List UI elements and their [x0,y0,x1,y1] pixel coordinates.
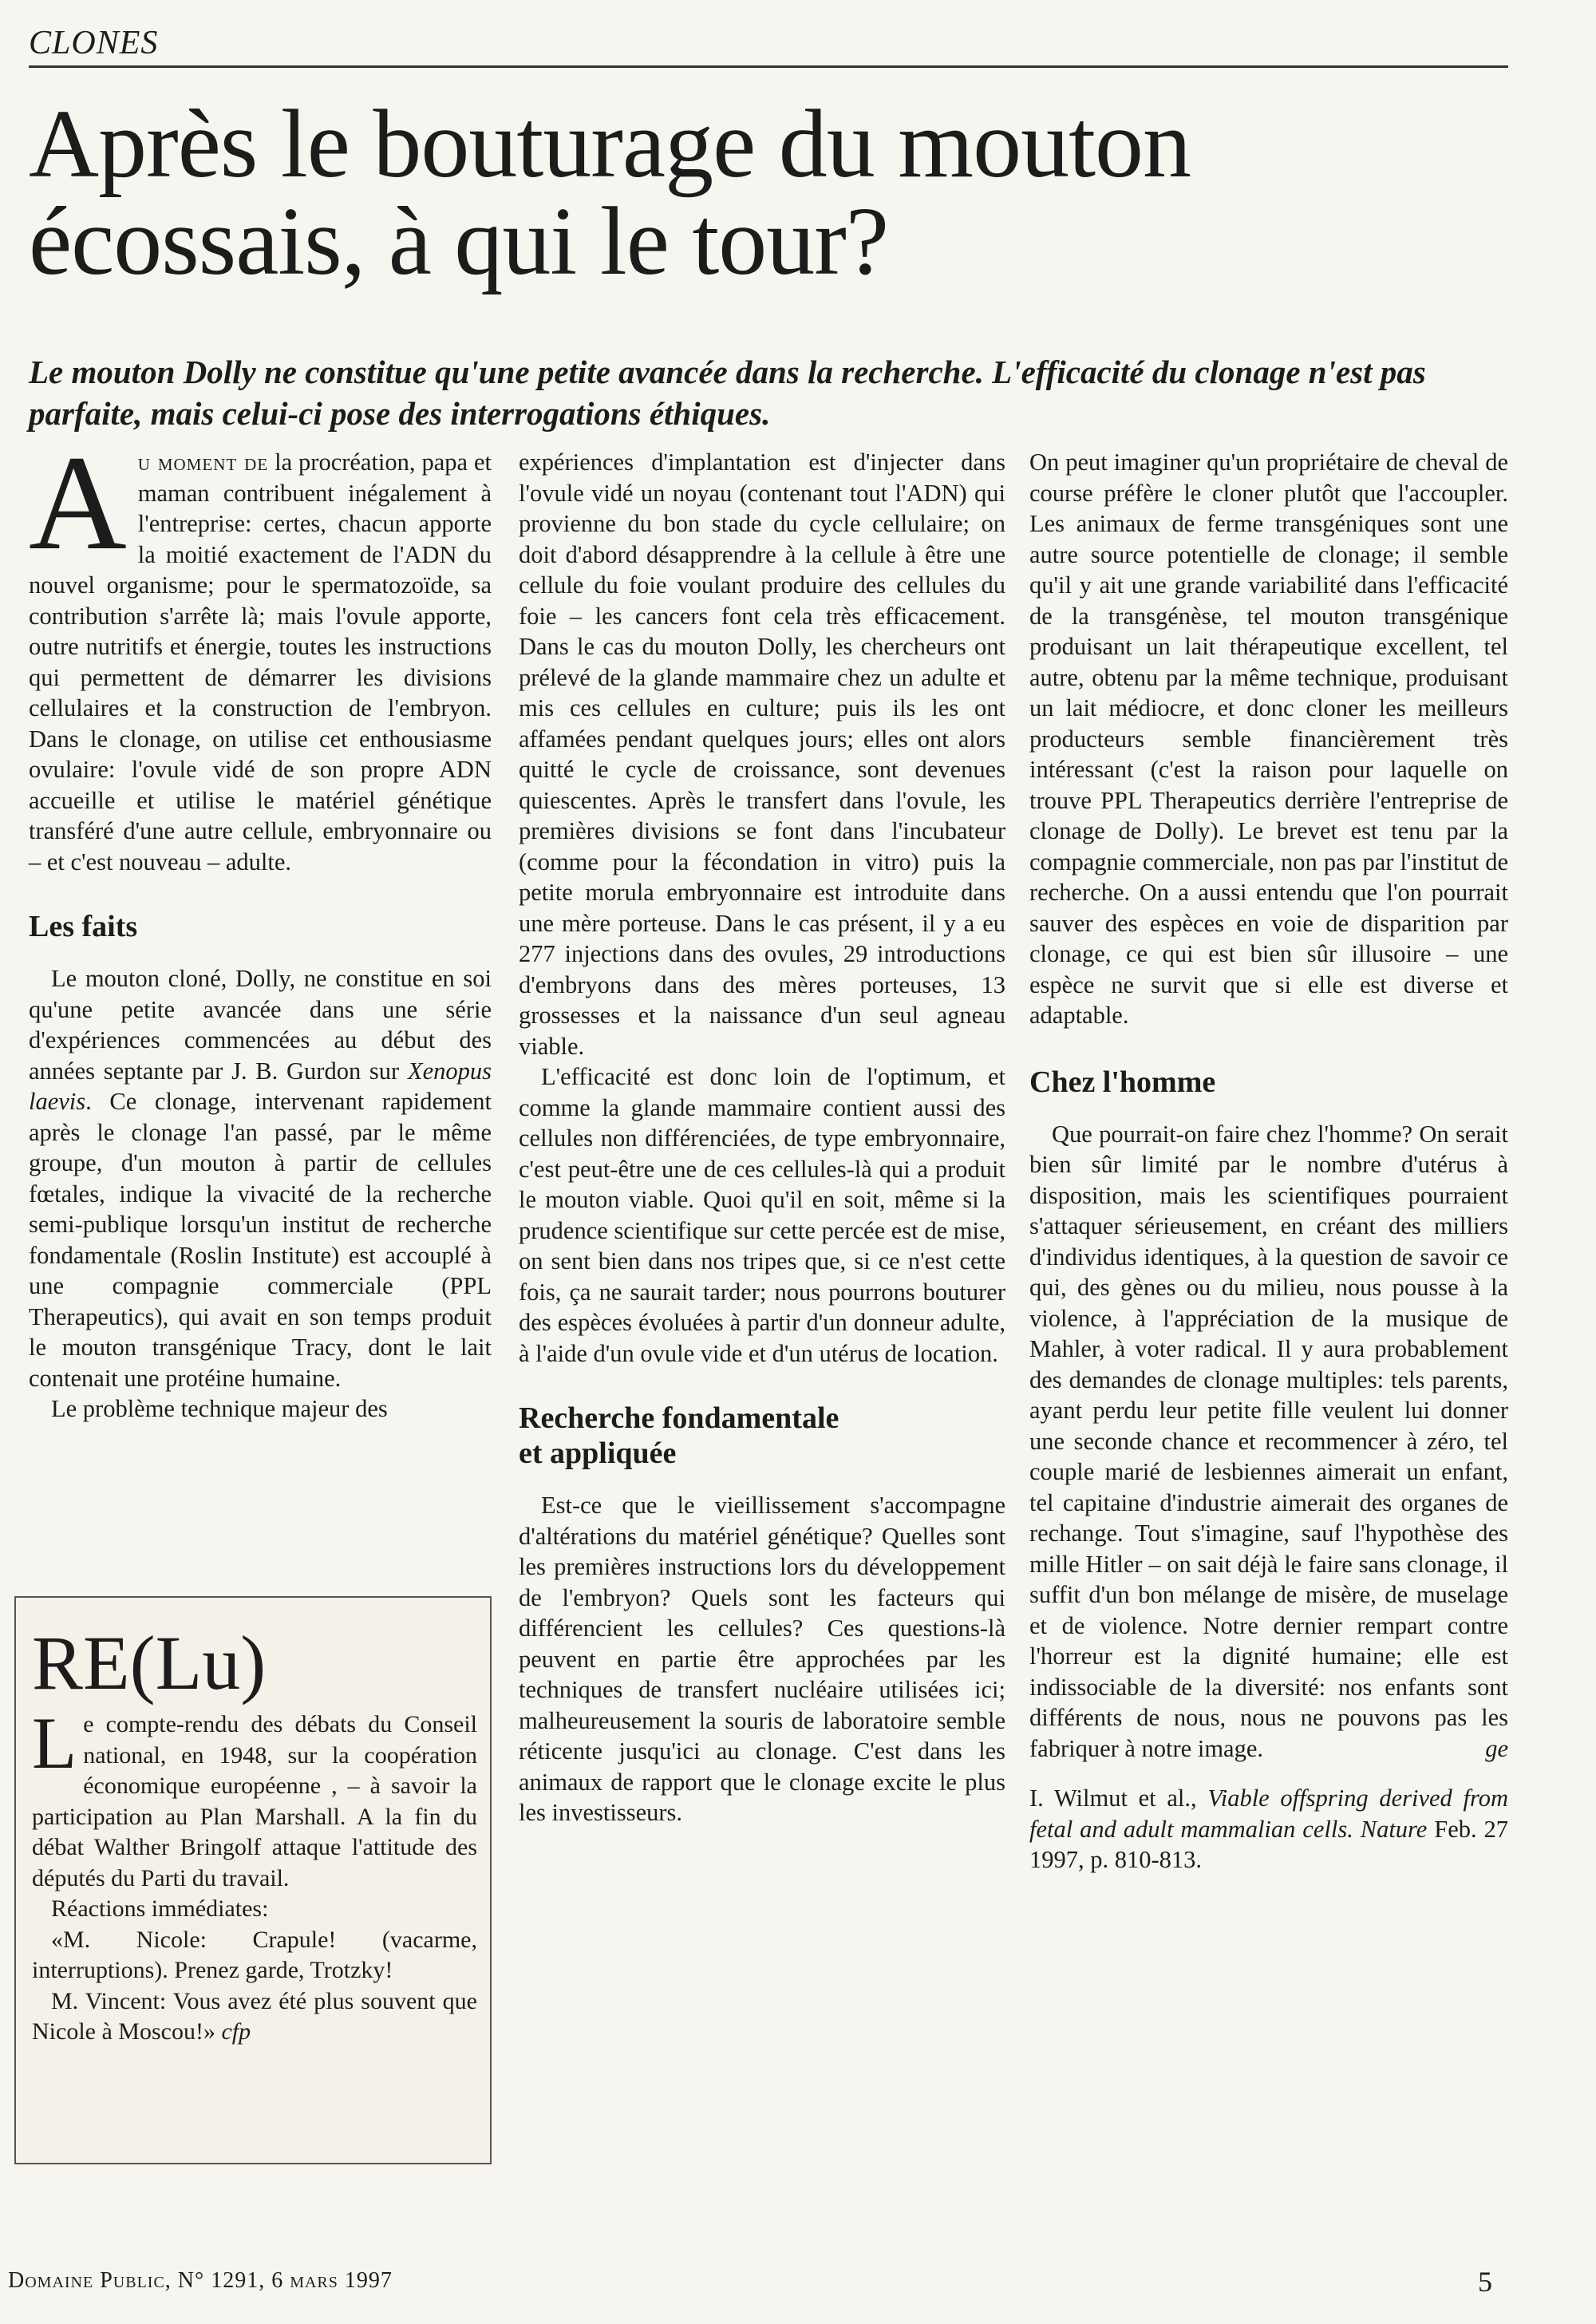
text-span: M. Vincent: Vous avez été plus souvent que Nicole à Moscou!» [32,1987,477,2045]
paragraph [1029,1119,1508,1765]
subhead-chez-lhomme: Chez l'homme [1029,1065,1216,1099]
paragraph: expériences d'implantation est d'injecter dans l'ovule vidé un noyau (contenant tout l'ADN) qui provienne du bon stade du cycle cellulaire; on doit d'abord désapprendre à la cellule à être une cellule du foie voulant produire des cellules du foie – les cancers font cela très efficacement. Dans le cas du mouton Dolly, les chercheurs ont prélevé de la glande mammaire chez un adulte et mis ces cellules en culture; puis ils les ont affamées pendant quelques jours; elles ont alors quitté le cycle de croissance, sont devenues quiescentes. Après le transfert dans l'ovule, les premières divisions se font dans l'incubateur (comme pour la fécondation in vitro) puis la petite morula embryonnaire est introduite dans une mère porteuse. Dans le cas présent, il y a eu 277 injections dans des ovules, 29 introductions d'embryons dans des mères porteuses, 13 grossesses et la naissance d'un seul agneau viable. [519,449,1005,1060]
subhead-line: Recherche fondamentale [519,1401,839,1435]
reference [1029,1783,1508,1875]
author-signature: ge [1485,1734,1508,1762]
lede: Le mouton Dolly ne constitue qu'une petite avancée dans la recherche. L'efficacité du clonage n'est pas parfaite, mais celui-ci pose des interrogations éthiques. [29,354,1426,432]
box-paragraph: Réactions immédiates: [51,1895,269,1922]
column-2 [519,447,1005,1828]
text-span: I. Wilmut et al., [1029,1785,1208,1812]
box-paragraph [32,1986,477,2048]
paragraph: Est-ce que le vieillissement s'accompagne d'altérations du matériel génétique? Quelles sont les premières instructions lors du développement de l'embryon? Quels sont les facteurs qui différencient les cellules? Ces questions-là peuvent en partie être approchées par les techniques de transfert nucléaire utilisées ici; malheureusement la souris de laboratoire semble réticente jusqu'ici au clonage. C'est dans les animaux de rapport que le clonage excite le plus les investisseurs. [519,1492,1005,1826]
journal-name: Nature [1360,1815,1428,1843]
paragraph: L'efficacité est donc loin de l'optimum, et comme la glande mammaire contient aussi des cellules non différenciées, de type embryonnaire, c'est peut-être une de ces cellules-là qui a produit le mouton viable. Quoi qu'il en soit, même si la prudence scientifique sur cette percée est de mise, on sent bien dans nos tripes que, si ce n'est cette fois, ça ne saurait tarder; nous pourrons bouturer des espèces évoluées à partir d'un donneur adulte, à l'aide d'un ovule vide et d'un utérus de location. [519,1063,1005,1367]
sidebar-box-relu [14,1596,492,2164]
reference-title: Viable offspring derived from fetal and adult mammalian cells. [1029,1785,1508,1843]
section-rubric: CLONES [29,24,1508,68]
text-span: Que pourrait-on faire chez l'homme? On serait bien sûr limité par le nombre d'utérus à disposition, mais les scientifiques pourraient s'attaquer sérieusement, en créant des milliers d'individus identiques, à la question de savoir ce qui, des gènes ou du milieu, nous pousse à la violence, à l'appréciation de la musique de Mahler, à voter radical. Il y aura probablement des demandes de clonage multiples: tels parents, ayant perdu leur petite fille veulent lui donner une seconde chance et recommencer à zéro, tel couple marié de lesbiennes aimerait un enfant, tel capitaine d'industrie aimerait des organes de rechange. Tout s'imagine, sauf l'hypothèse des mille Hitler – on sait déjà le faire sans clonage, il suffit d'un bon mélange de misère, de muselage et de violence. Notre dernier rempart contre l'horreur est la dignité humaine; elle est indissociable de la diversité: nos enfants sont différents de nous, nous ne pouvons pas les fabriquer à notre image. [1029,1120,1508,1762]
box-signature: cfp [221,2018,251,2045]
text-span: e compte-rendu des débats du Conseil national, en 1948, sur la coopération économique européenne , – à savoir la participation au Plan Marshall. A la fin du débat Walther Bringolf attaque l'attitude des députés du Parti du travail. [32,1711,477,1891]
column-1 [29,428,492,1425]
box-drop-cap: L [32,1702,77,1784]
page-number: 5 [1478,2266,1492,2298]
text-span: Le mouton cloné, Dolly, ne constitue en soi qu'une petite avancée dans une série d'expériences commencées au début des années septante par J. B. Gurdon sur [29,965,492,1085]
intro-smallcaps: u moment de [137,449,269,476]
paragraph: On peut imaginer qu'un propriétaire de cheval de course préfère le cloner plutôt que l'accoupler. Les animaux de ferme transgéniques sont une autre source potentielle de clonage; il semble qu'il y ait une grande variabilité dans l'efficacité de la transgénèse, tel mouton transgénique produisant un lait thérapeutique excellent, tel autre, obtenu par la même technique, produisant un lait médiocre, et donc cloner les meilleurs producteurs semble financièrement très intéressant (c'est la raison pour laquelle on trouve PPL Therapeutics derrière l'entreprise de clonage de Dolly). Le brevet est tenu par la compagnie commerciale, non pas par l'institut de recherche. On a aussi entendu que l'on pourrait sauver des espèces en voie de disparition par clonage, ce qui est bien sûr illusoire – une espèce ne survit que si elle est diverse et adaptable. [1029,449,1508,1029]
headline: Après le bouturage du mouton écossais, à qui le tour? [29,90,1191,295]
intro-paragraph [29,428,492,877]
species-name: Xenopus laevis [29,1057,492,1115]
box-title: RE(Lu) [32,1620,267,1705]
text-span: Feb. 27 1997, p. 810-813. [1029,1815,1509,1873]
intro-text: la procréation, papa et maman contribuent inégalement à l'entreprise: certes, chacun apporte la moitié exactement de l'ADN du nouvel organisme; pour le spermatozoïde, sa contribution s'arrête là; mais l'ovule apporte, outre nutritifs et énergie, toutes les instructions qui permettent de démarrer les divisions cellulaires et la construction de l'embryon. Dans le clonage, on utilise cet enthousiasme ovulaire: l'ovule vidé de son propre ADN accueille et utilise le matériel génétique transféré d'une autre cellule, embryonnaire ou – et c'est nouveau – adulte. [29,449,492,875]
paragraph [29,963,492,1393]
box-paragraph [32,1702,477,1894]
footer-publication: Domaine Public, N° 1291, 6 mars 1997 [8,2268,393,2293]
text-span: . Ce clonage, intervenant rapidement après le clonage l'an passé, par le même groupe, d'un mouton à partir de cellules fœtales, indique la vivacité de la recherche semi-publique lorsqu'un institut de recherche fondamentale (Roslin Institute) est accouplé à une compagnie commerciale (PPL Therapeutics), qui avait en son temps produit le mouton transgénique Tracy, dont le lait contenait une protéine humaine. [29,1088,492,1392]
column-3 [1029,447,1508,1875]
drop-cap: A [29,428,127,578]
paragraph: Le problème technique majeur des [51,1395,388,1422]
subhead-les-faits: Les faits [29,910,138,943]
subhead-line: et appliquée [519,1437,677,1470]
box-paragraph: «M. Nicole: Crapule! (vacarme, interruptions). Prenez garde, Trotzky! [32,1926,477,1983]
subhead-recherche [519,1401,1005,1471]
